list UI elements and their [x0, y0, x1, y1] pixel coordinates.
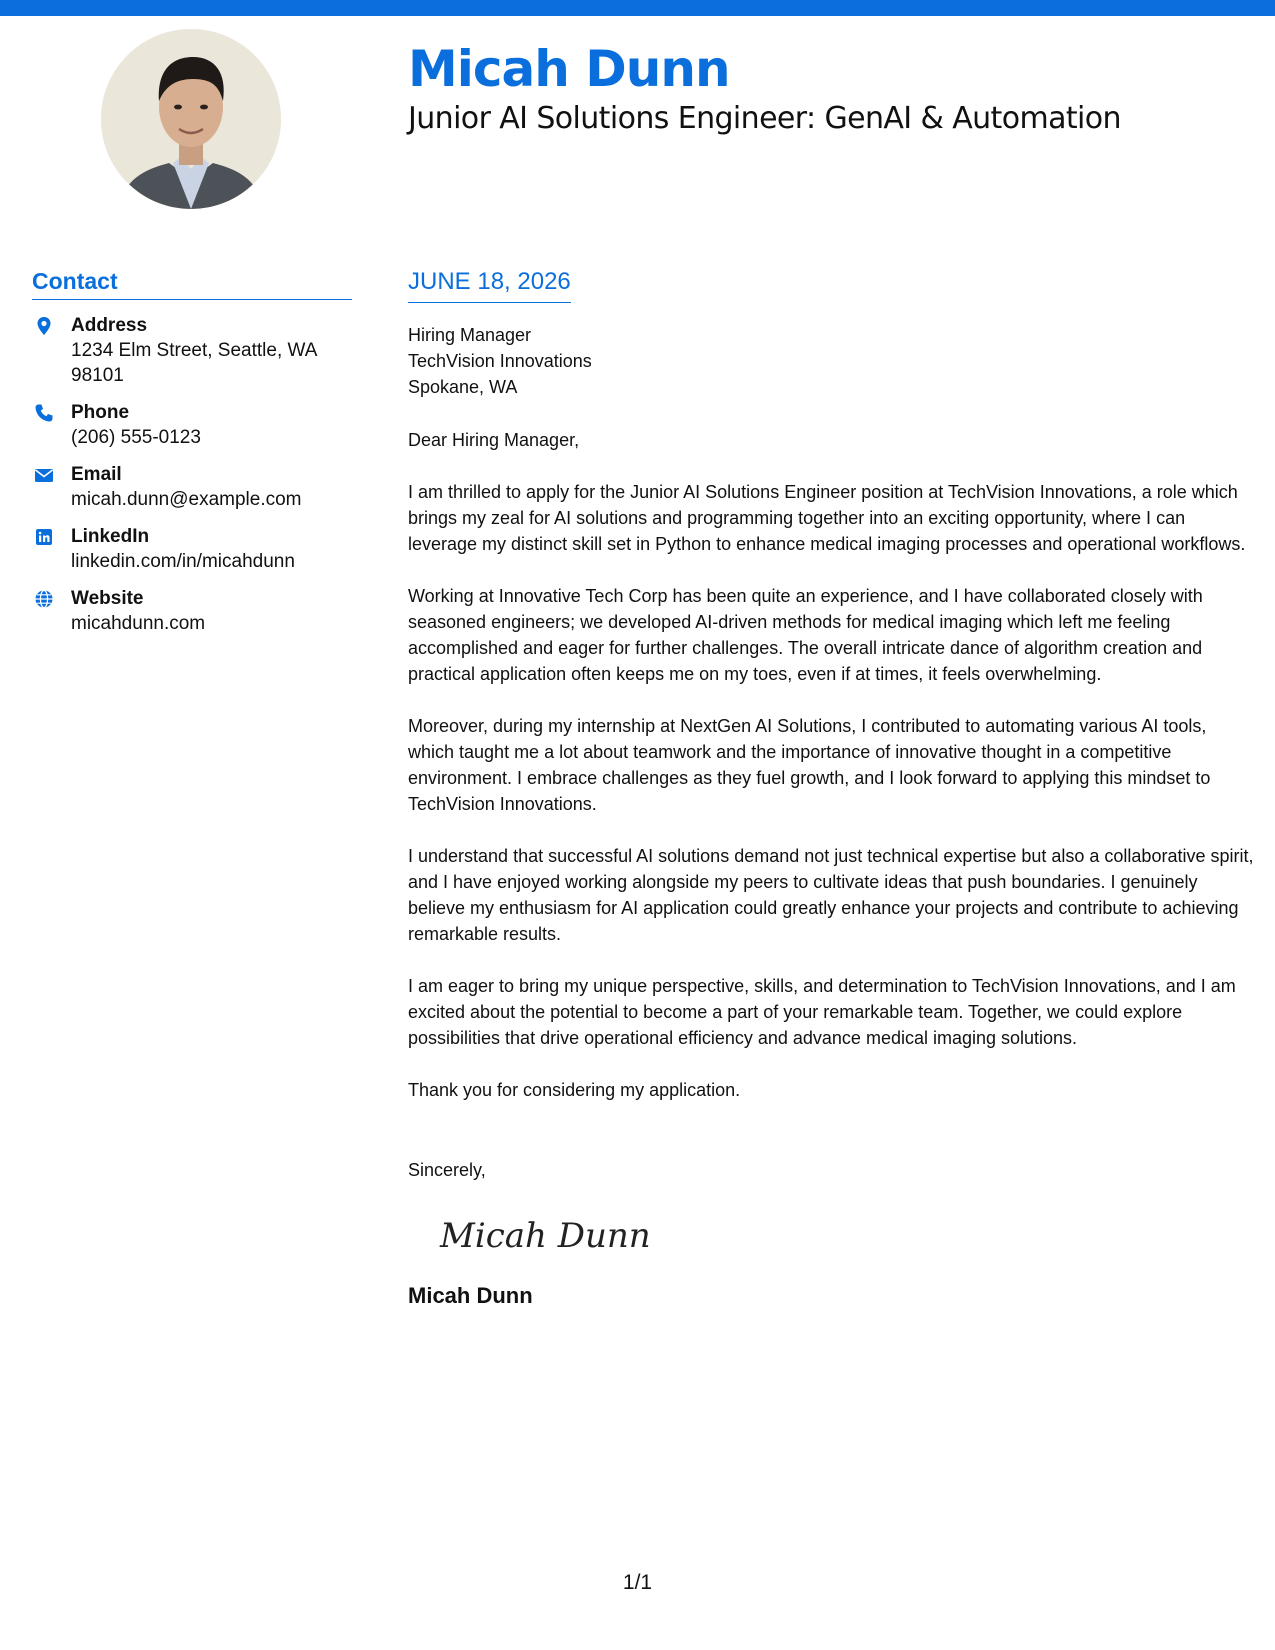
recipient-line: Spokane, WA: [408, 377, 518, 397]
profile-photo: [101, 29, 281, 209]
contact-item-website: [32, 586, 352, 636]
letter-paragraph: I am eager to bring my unique perspective, skills, and determination to TechVision Innovations, and I am excited about the potential to become a part of your remarkable team. Together, we could explore possibilities that drive operational efficiency and advance medical imaging solutions.: [408, 976, 1236, 1048]
candidate-name: Micah Dunn: [408, 40, 730, 98]
letter-paragraph: I am thrilled to apply for the Junior AI Solutions Engineer position at TechVision Innovations, a role which brings my zeal for AI solutions and programming together into an exciting opportunity, where I can leverage my distinct skill set in Python to enhance medical imaging processes and operational workflows.: [408, 482, 1246, 554]
letter-paragraph: Thank you for considering my application.: [408, 1080, 741, 1100]
letter-paragraph: Moreover, during my internship at NextGen AI Solutions, I contributed to automating various AI tools, which taught me a lot about teamwork and the importance of innovative thought in a competitive environment. I embrace challenges as they fuel growth, and I look forward to applying this mindset to TechVision Innovations.: [408, 716, 1211, 814]
letter-paragraph: I understand that successful AI solutions demand not just technical expertise but also a collaborative spirit, and I have enjoyed working alongside my peers to cultivate ideas that push boundaries. I genuinely believe my enthusiasm for AI application could greatly enhance your projects and contribute to achieving remarkable results.: [408, 846, 1254, 944]
signer-name: Micah Dunn: [408, 1283, 533, 1308]
recipient-line: TechVision Innovations: [408, 351, 592, 371]
recipient-block: [408, 322, 1254, 400]
map-pin-icon: [34, 316, 54, 336]
contact-label: Address: [71, 315, 148, 336]
contact-label: Phone: [71, 402, 130, 423]
contact-item-address: [32, 313, 352, 388]
linkedin-icon: [34, 527, 54, 547]
contact-item-email: [32, 462, 352, 512]
salutation: Dear Hiring Manager,: [408, 430, 580, 450]
website-value[interactable]: micahdunn.com: [71, 613, 206, 634]
contact-item-phone: [32, 400, 352, 450]
contact-label: Email: [71, 464, 122, 485]
email-value[interactable]: micah.dunn@example.com: [71, 489, 302, 510]
contact-label: LinkedIn: [71, 526, 150, 547]
contact-label: Website: [71, 588, 144, 609]
linkedin-value[interactable]: linkedin.com/in/micahdunn: [71, 551, 295, 572]
page-number: 1/1: [622, 1571, 653, 1594]
email-icon: [34, 465, 54, 485]
signature-text: Micah Dunn: [440, 1216, 651, 1256]
handwritten-signature: [438, 1207, 1254, 1261]
contact-sidebar: [32, 268, 352, 648]
contact-list: [32, 313, 352, 636]
letter-date: JUNE 18, 2026: [408, 268, 571, 303]
closing: Sincerely,: [408, 1160, 486, 1180]
address-value: 1234 Elm Street, Seattle, WA 98101: [71, 340, 317, 386]
recipient-line: Hiring Manager: [408, 325, 532, 345]
top-accent-bar: [0, 0, 1275, 16]
contact-heading: Contact: [32, 268, 352, 300]
globe-icon: [34, 589, 54, 609]
phone-value[interactable]: (206) 555-0123: [71, 427, 201, 448]
candidate-headline: Junior AI Solutions Engineer: GenAI & Automation: [408, 101, 1121, 136]
contact-item-linkedin: [32, 524, 352, 574]
letter-paragraph: Working at Innovative Tech Corp has been quite an experience, and I have collaborated closely with seasoned engineers; we developed AI-driven methods for medical imaging which left me feeling accomplished and eager for further challenges. The overall intricate dance of algorithm creation and practical application often keeps me on my toes, even if at times, it feels overwhelming.: [408, 586, 1203, 684]
phone-icon: [34, 403, 54, 423]
cover-letter-body: [408, 268, 1254, 1309]
